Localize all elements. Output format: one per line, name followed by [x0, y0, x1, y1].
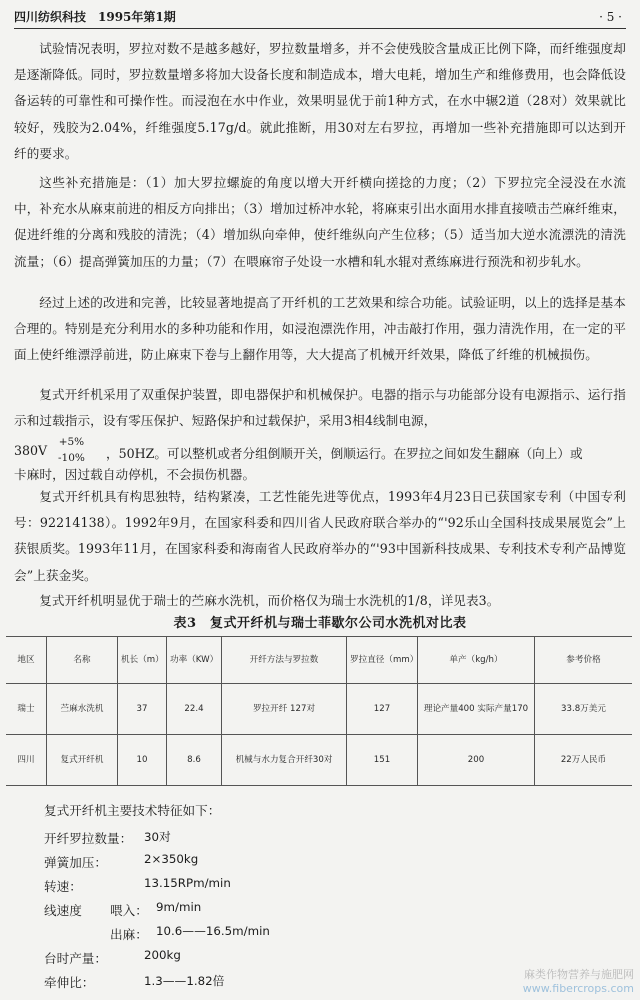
voltage-line-rest: ，50HZ。可以整机或者分组倒顺开关，倒顺运行。在罗拉之间如发生翻麻（向上）或	[106, 446, 583, 461]
cell-price: 33.8万美元	[535, 684, 633, 735]
page-number: · 5 ·	[599, 10, 622, 24]
cell-method: 罗拉开纤 127对	[222, 684, 347, 735]
cell-power: 22.4	[167, 684, 222, 735]
cell-output: 理论产量400 实际产量170	[418, 684, 535, 735]
cell-diameter: 151	[347, 735, 418, 786]
page-header	[14, 6, 626, 29]
header-diameter: 罗拉直径（mm）	[347, 637, 418, 684]
tolerance-plus: +5%	[58, 436, 85, 448]
cell-length: 37	[118, 684, 167, 735]
cell-output: 200	[418, 735, 535, 786]
tolerance-minus: -10%	[58, 452, 85, 464]
spec-label: 转速：	[44, 879, 82, 894]
cell-length: 10	[118, 735, 167, 786]
comparison-table	[6, 636, 632, 786]
spec-value: 200kg	[144, 948, 181, 962]
cell-name: 苎麻水洗机	[47, 684, 118, 735]
spec-label: 线速度	[44, 903, 82, 918]
cell-name: 复式开纤机	[47, 735, 118, 786]
spec-value: 10.6——16.5m/min	[156, 924, 270, 938]
paragraph-protection-end: 卡麻时，因过载自动停机，不会损伤机器。	[14, 467, 256, 482]
header-name: 名称	[47, 637, 118, 684]
header-region: 地区	[6, 637, 47, 684]
watermark-site-name: 麻类作物营养与施肥网	[524, 968, 634, 981]
voltage-value: 380V	[14, 443, 48, 458]
spec-value: 2×350kg	[144, 852, 199, 866]
paragraph-supplementary-measures: 这些补充措施是：（1）加大罗拉螺旋的角度以增大开纤横向搓捻的力度；（2）下罗拉完全浸没在水流中，补充水从麻束前进的相反方向排出；（3）增加过桥冲水轮，将麻束引出水面用水排直接喷击苎麻纤维束，促进纤维的分离和残胶的清洗；（4）增加纵向牵伸，使纤维纵向产生位移；（5）适当加大逆水流漂洗的清洗流量；（6）提高弹簧加压的力量；（7）在喂麻帘子处设一水槽和轧水辊对煮练麻进行预洗和初步轧水。	[14, 175, 626, 269]
header-price: 参考价格	[535, 637, 633, 684]
paragraph-patent-awards: 复式开纤机具有构思独特，结构紧凑，工艺性能先进等优点，1993年4月23日已获国家专利（中国专利号：92214138）。1992年9月，在国家科委和四川省人民政府联合举办的“'92乐山全国科技成果展览会”上获银质奖。1993年11月，在国家科委和海南省人民政府举办的“'93中国新科技成果、专利技术专利产品博览会”上获金奖。	[14, 489, 626, 583]
paragraph-comparison-intro: 复式开纤机明显优于瑞士的苎麻水洗机，而价格仅为瑞士水洗机的1/8，详见表3。	[39, 593, 500, 608]
cell-diameter: 127	[347, 684, 418, 735]
header-power: 功率（KW）	[167, 637, 222, 684]
cell-price: 22万人民币	[535, 735, 633, 786]
paragraph-roller-test: 试验情况表明，罗拉对数不是越多越好，罗拉数量增多，并不会使残胶含量成正比例下降，而纤维强度却是逐渐降低。同时，罗拉数量增多将加大设备长度和制造成本，增大电耗，增加生产和维修费用，也会降低设备运转的可靠性和可操作性。而浸泡在水中作业，效果明显优于前1种方式，在水中辗2道（28对）效果就比较好，残胶为2.04%，纤维强度5.17g/d。就此推断，用30对左右罗拉，再增加一些补充措施即可以达到开纤的要求。	[14, 41, 626, 161]
spec-label: 弹簧加压：	[44, 855, 107, 870]
spec-value: 9m/min	[156, 900, 202, 914]
table-row	[6, 735, 632, 786]
paragraph-protection: 复式开纤机采用了双重保护装置，即电器保护和机械保护。电器的指示与功能部分设有电源指示、运行指示和过载指示，设有零压保护、短路保护和过载保护，采用3相4线制电源，	[14, 387, 626, 429]
cell-region: 瑞士	[6, 684, 47, 735]
table-row	[6, 684, 632, 735]
cell-region: 四川	[6, 735, 47, 786]
spec-value: 30对	[144, 830, 171, 844]
table-header-row	[6, 637, 632, 684]
spec-value: 1.3——1.82倍	[144, 974, 225, 988]
spec-label: 开纤罗拉数量：	[44, 831, 133, 846]
spec-sublabel: 喂入：	[110, 903, 148, 918]
paragraph-improvements: 经过上述的改进和完善，比较显著地提高了开纤机的工艺效果和综合功能。试验证明，以上的选择是基本合理的。特别是充分利用水的多种功能和作用，如浸泡漂洗作用，冲击敲打作用，强力清洗作用，在一定的平面上使纤维漂浮前进，防止麻束下卷与上翻作用等，大大提高了机械开纤效果，降低了纤维的机械损伤。	[14, 295, 626, 363]
spec-label: 牵伸比：	[44, 975, 95, 990]
spec-title: 复式开纤机主要技术特征如下：	[44, 803, 221, 818]
journal-title: 四川纺织科技 1995年第1期	[14, 10, 176, 24]
cell-method: 机械与水力复合开纤30对	[222, 735, 347, 786]
watermark	[484, 968, 634, 996]
spec-label: 台时产量：	[44, 951, 107, 966]
spec-value: 13.15RPm/min	[144, 876, 231, 890]
table-caption: 表3 复式开纤机与瑞士菲歇尔公司水洗机对比表	[173, 616, 467, 631]
cell-power: 8.6	[167, 735, 222, 786]
spec-sublabel: 出麻：	[110, 927, 148, 942]
header-length: 机长（m）	[118, 637, 167, 684]
header-output: 单产（kg/h）	[418, 637, 535, 684]
header-method: 开纤方法与罗拉数	[222, 637, 347, 684]
watermark-url: www.fibercrops.com	[522, 982, 634, 995]
